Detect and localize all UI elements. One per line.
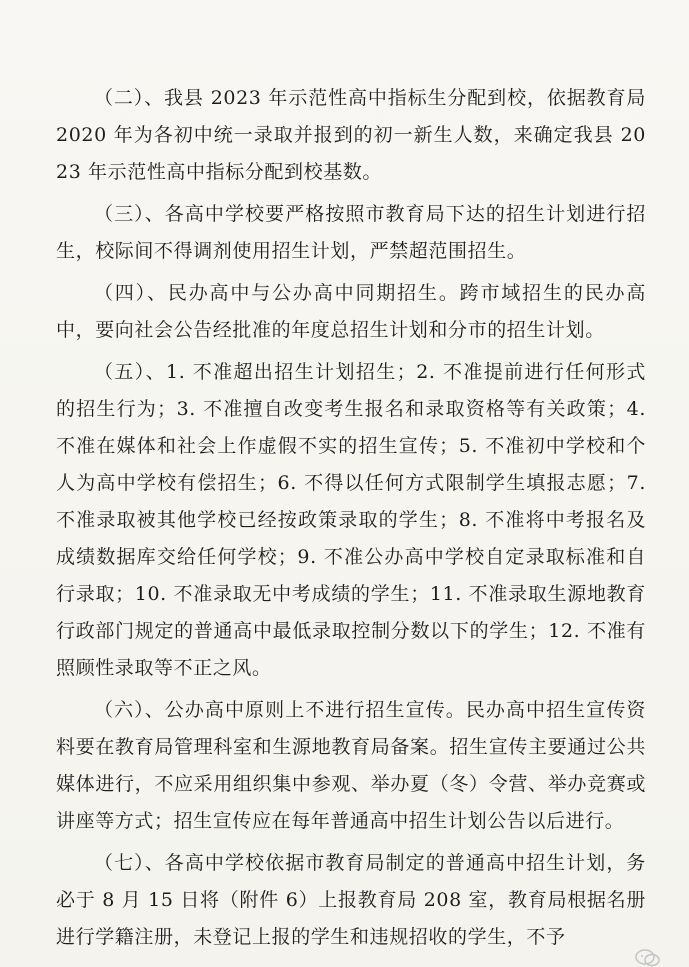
paragraph-5: （五）、1. 不准超出招生计划招生；2. 不准提前进行任何形式的招生行为；3. 不准擅自改变考生报名和录取资格等有关政策；4. 不准在媒体和社会上作虚假不实的招生宣传；5. 不准初中学校和个人为高中学校有偿招生；6. 不得以任何方式限制学生填报志愿；7. 不准录取被其他学校已经按政策录取的学生；8. 不准将中考报名及成绩数据库交给任何学校；9. 不准公办高中学校自定录取标准和自行录取；10. 不准录取无中考成绩的学生；11. 不准录取生源地教育行政部门规定的普通高中最低录取控制分数以下的学生；12. 不准有照顾性录取等不正之风。 — [56, 361, 646, 679]
paragraph-6: （六）、公办高中原则上不进行招生宣传。民办高中招生宣传资料要在教育局管理科室和生源地教育局备案。招生宣传主要通过公共媒体进行，不应采用组织集中参观、举办夏（冬）令营、举办竞赛或讲座等方式；招生宣传应在每年普通高中招生计划公告以后进行。 — [56, 699, 646, 832]
wechat-icon — [635, 949, 661, 967]
paragraph-4: （四）、民办高中与公办高中同期招生。跨市域招生的民办高中，要向社会公告经批准的年度总招生计划和分市的招生计划。 — [56, 282, 646, 341]
paragraph-2: （二）、我县 2023 年示范性高中指标生分配到校，依据教育局 2020 年为各初中统一录取并报到的初一新生人数，来确定我县 2023 年示范性高中指标分配到校基数。 — [56, 87, 646, 183]
watermark — [635, 949, 669, 967]
paragraph-7: （七）、各高中学校依据市教育局制定的普通高中招生计划，务必于 8 月 15 日将（附件 6）上报教育局 208 室，教育局根据名册进行学籍注册，未登记上报的学生和违规招收的学生，不予 — [56, 852, 646, 948]
document-body — [56, 80, 646, 961]
paragraph-3: （三）、各高中学校要严格按照市教育局下达的招生计划进行招生，校际间不得调剂使用招生计划，严禁超范围招生。 — [56, 203, 646, 262]
